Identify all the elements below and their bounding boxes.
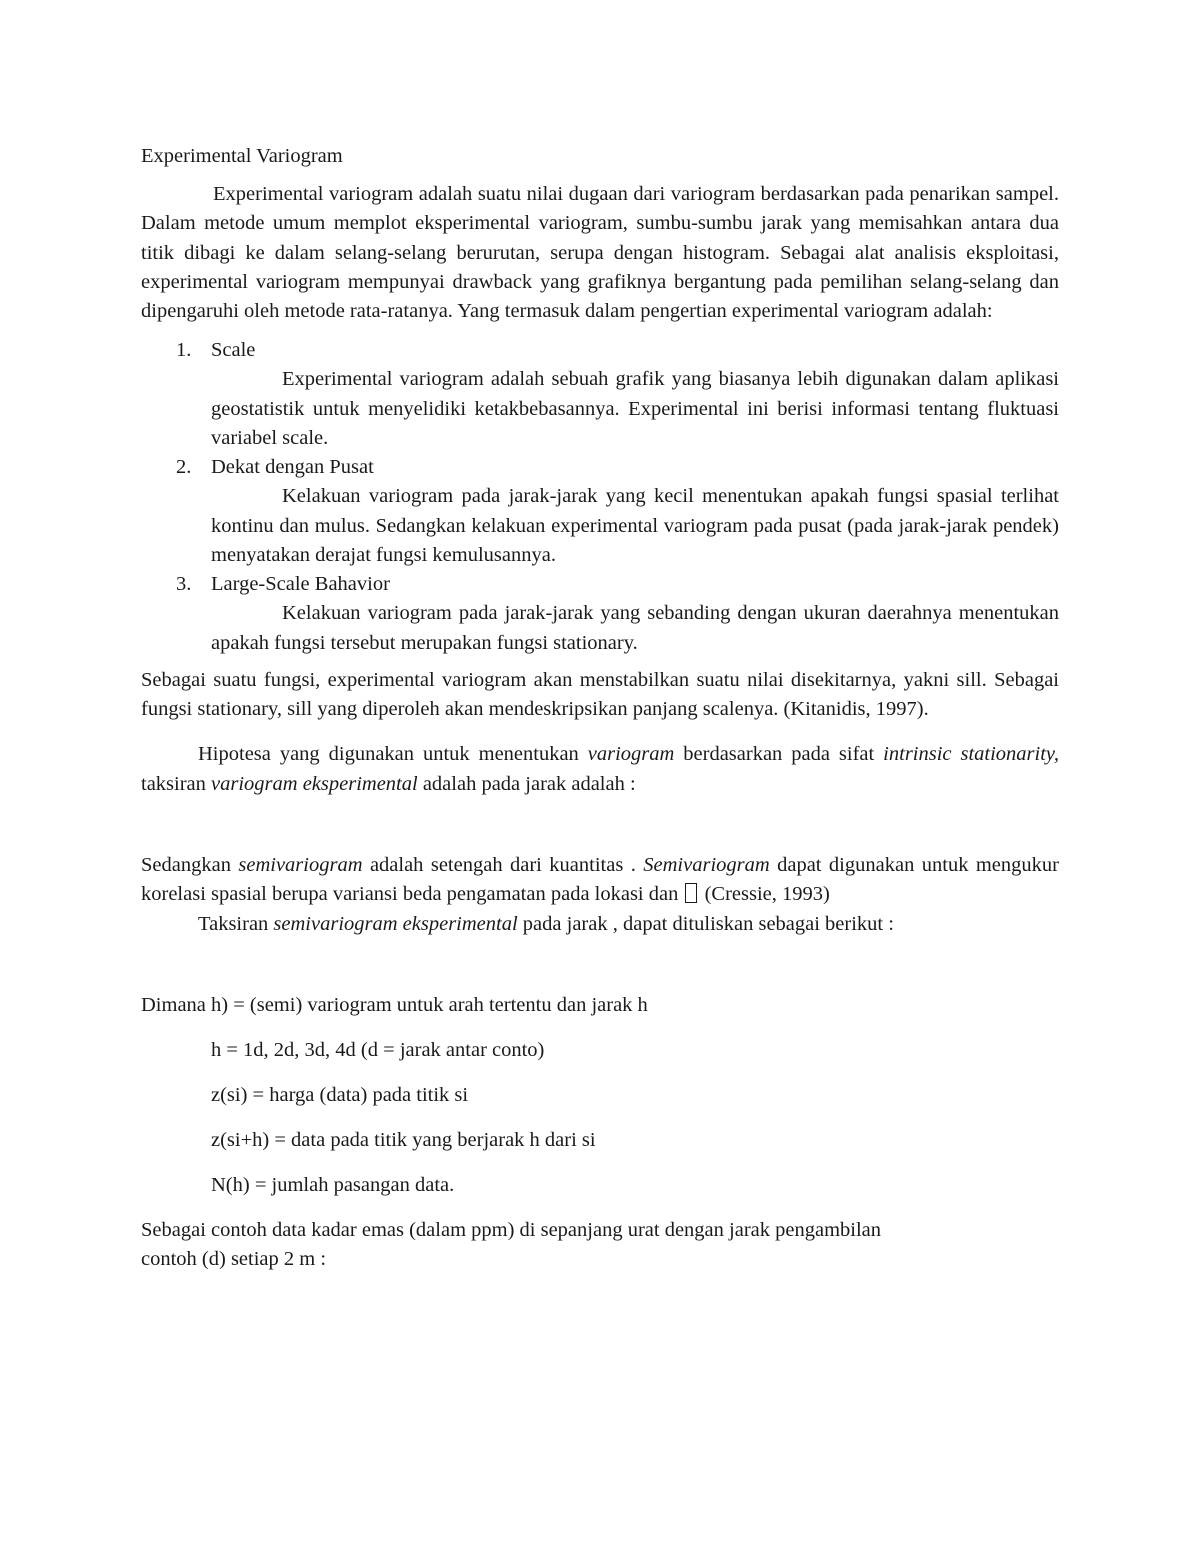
hypothesis-paragraph	[141, 740, 1059, 799]
document-page	[141, 140, 1059, 1274]
hypothesis-text: taksiran	[141, 772, 212, 795]
sill-paragraph: Sebagai suatu fungsi, experimental variogram akan menstabilkan suatu nilai disekitarnya, yakni sill. Sebagai fungsi stationary, sill yang diperoleh akan mendeskripsikan panjang scalenya. (Kitanidis, 1997).	[141, 668, 1059, 721]
example-line: contoh (d) setiap 2 m :	[141, 1247, 327, 1270]
list-item	[141, 453, 1059, 570]
list-item-title: Large-Scale Bahavior	[211, 573, 390, 596]
hypothesis-text: adalah pada jarak adalah :	[417, 772, 636, 795]
missing-glyph-icon	[685, 883, 697, 903]
list-item-title: Scale	[211, 339, 256, 362]
definition-line: h = 1d, 2d, 3d, 4d (d = jarak antar conto)	[211, 1038, 545, 1061]
semivariogram-italic: Semivariogram	[643, 854, 770, 877]
list-item-body: Experimental variogram adalah sebuah grafik yang biasanya lebih digunakan dalam aplikasi geostatistik untuk menyelidiki ketakbebasannya. Experimental ini berisi informasi tentang fluktuasi variabel scale.	[211, 368, 1059, 450]
list-item-body: Kelakuan variogram pada jarak-jarak yang kecil menentukan apakah fungsi spasial terlihat kontinu dan mulus. Sedangkan kelakuan experimental variogram pada pusat (pada jarak-jarak pendek) menyatakan derajat fungsi kemulusannya.	[211, 485, 1059, 566]
semivariogram-text: adalah setengah dari kuantitas .	[362, 854, 644, 877]
hypothesis-italic: variogram	[587, 743, 675, 766]
list-item	[141, 570, 1059, 658]
taksiran-italic: semivariogram eksperimental	[273, 912, 518, 935]
list-item-number: 1.	[176, 339, 192, 362]
list-item-title: Dekat dengan Pusat	[211, 456, 374, 479]
hypothesis-italic: variogram eksperimental	[211, 772, 418, 795]
list-item	[141, 336, 1059, 453]
taksiran-text: pada jarak , dapat dituliskan sebagai berikut :	[517, 912, 894, 935]
example-line: Sebagai contoh data kadar emas (dalam ppm) di sepanjang urat dengan jarak pengambilan	[141, 1218, 882, 1241]
taksiran-text: Taksiran	[198, 912, 274, 935]
page-title: Experimental Variogram	[141, 145, 343, 167]
definition-line: z(si+h) = data pada titik yang berjarak h dari si	[211, 1128, 596, 1151]
hypothesis-text: Hipotesa yang digunakan untuk menentukan	[198, 743, 588, 766]
semivariogram-text: dapat digunakan untuk mengukur korelasi spasial berupa variansi beda pengamatan pada lokasi dan	[141, 854, 1059, 906]
list-item-number: 2.	[176, 456, 192, 479]
hypothesis-text: berdasarkan pada sifat	[674, 743, 884, 766]
list-item-body: Kelakuan variogram pada jarak-jarak yang sebanding dengan ukuran daerahnya menentukan apakah fungsi tersebut merupakan fungsi stationary.	[211, 602, 1059, 654]
definition-line: z(si) = harga (data) pada titik si	[211, 1083, 469, 1106]
list-item-number: 3.	[176, 573, 192, 596]
definition-line: N(h) = jumlah pasangan data.	[211, 1173, 455, 1196]
dimana-line: Dimana h) = (semi) variogram untuk arah tertentu dan jarak h	[141, 993, 648, 1016]
intro-paragraph: Experimental variogram adalah suatu nilai dugaan dari variogram berdasarkan pada penarikan sampel. Dalam metode umum memplot eksperimental variogram, sumbu-sumbu jarak yang memisahkan antara dua titik dibagi ke dalam selang-selang berurutan, serupa dengan histogram. Sebagai alat analisis eksploitasi, experimental variogram mempunyai drawback yang grafiknya bergantung pada pemilihan selang-selang dan dipengaruhi oleh metode rata-ratanya. Yang termasuk dalam pengertian experimental variogram adalah:	[141, 183, 1059, 323]
semivariogram-paragraph	[141, 851, 1059, 910]
hypothesis-italic: intrinsic stationarity,	[883, 743, 1059, 766]
semivariogram-text: (Cressie, 1993)	[699, 883, 830, 906]
semivariogram-text: Sedangkan	[141, 854, 239, 877]
numbered-list	[141, 336, 1059, 657]
taksiran-paragraph	[141, 910, 1059, 939]
semivariogram-italic: semivariogram	[238, 854, 363, 877]
example-paragraph	[141, 1216, 1059, 1274]
